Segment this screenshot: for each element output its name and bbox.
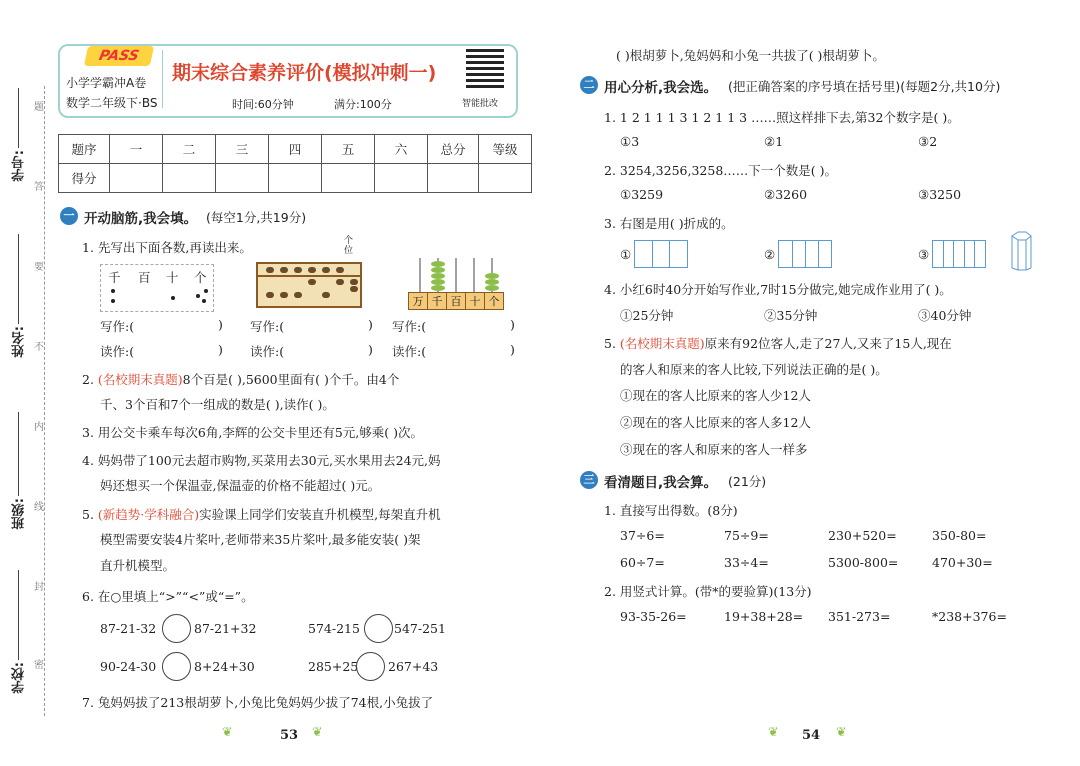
pass-logo: PASS [84,46,154,66]
score-cell[interactable] [428,164,479,193]
read-label: 读作:( [392,344,427,359]
calc-item: 470+30= [932,555,993,570]
question-5: 5. (新趋势·学科融合)实验课上同学们安装直升机模型,每架直升机 [82,507,441,522]
class-label: 班级: [12,498,27,530]
paren-close: ) [218,317,223,332]
choice-question-5-line2: 的客人和原来的客人比较,下列说法正确的是( )。 [620,362,888,377]
compare-right: 547-251 [394,621,446,636]
student-id-blank[interactable] [18,88,19,148]
compare-right: 87-21+32 [194,621,257,636]
calc-item: 75÷9= [724,528,769,543]
question-2: 2. (名校期末真题)8个百是( ),5600里面有( )个千。由4个 [82,372,400,387]
choice-option[interactable]: ① [620,247,632,262]
binding-word: 线 [34,496,44,515]
choice-option[interactable]: ②35分钟 [764,308,818,323]
exam-title: 期末综合素养评价(模拟冲刺一) [172,62,437,84]
choice-question-5: 5. (名校期末真题)原来有92位客人,走了27人,又来了15人,现在 [604,336,952,351]
counter-unit: 万 [409,293,428,309]
choice-option[interactable]: ②现在的客人比原来的客人多12人 [620,415,811,430]
choice-option[interactable]: ②1 [764,134,784,149]
binding-word: 密 [34,654,44,673]
calc-item: 5300-800= [828,555,899,570]
calc-item: *238+376= [932,609,1007,624]
qr-label: 智能批改 [462,99,499,109]
calc-item: 351-273= [828,609,891,624]
series-name: 小学学霸冲A卷 [66,76,147,90]
compare-right: 8+24+30 [194,659,255,674]
calc-item: 60÷7= [620,555,665,570]
question-5-text: 实验课上同学们安装直升机模型,每架直升机 [199,507,441,522]
bead-dot [196,294,200,298]
score-cell[interactable] [216,164,269,193]
section-badge: 一 [60,207,78,225]
read-label: 读作:( [250,344,285,359]
score-header-cell: 五 [322,135,375,164]
read-label: 读作:( [100,344,135,359]
choice-option[interactable]: ①3259 [620,187,664,202]
section-badge: 二 [580,76,598,94]
choice-option[interactable]: ② [764,247,776,262]
compare-circle[interactable] [162,614,191,643]
choice-question-5-text: 原来有92位客人,走了27人,又来了15人,现在 [704,336,952,351]
question-tag: (名校期末真题) [97,372,183,387]
counter-unit: 十 [466,293,485,309]
counter-unit: 千 [428,293,447,309]
choice-option[interactable]: ③ [918,247,930,262]
score-cell[interactable] [269,164,322,193]
place-unit: 个 [194,270,207,285]
section-title: 用心分析,我会选。 [604,80,718,96]
binding-word: 要 [34,256,44,275]
hexagonal-prism-figure [1008,230,1034,272]
leaf-icon: ❦ [312,724,323,739]
name-blank[interactable] [18,234,19,324]
choice-question-1: 1. 1 2 1 1 1 3 1 2 1 1 3 ……照这样排下去,第32个数字是( )。 [604,110,960,125]
school-blank[interactable] [18,570,19,660]
bead-dot [111,299,115,303]
subject-name: 数学二年级下·BS [66,96,158,110]
binding-word: 答 [34,176,44,195]
score-header-cell: 六 [375,135,428,164]
score-cell[interactable] [163,164,216,193]
exam-time: 时间:60分钟 [232,98,294,111]
paren-close: ) [368,317,373,332]
bead-dot [171,296,175,300]
question-tag: (名校期末真题) [619,336,705,351]
bead-dot [111,289,115,293]
choice-option[interactable]: ③40分钟 [918,308,972,323]
section-note: (把正确答案的序号填在括号里)(每题2分,共10分) [728,79,1001,94]
page-number: 54 [802,728,821,743]
place-unit: 十 [166,270,179,285]
qr-code-icon[interactable] [466,48,504,88]
place-unit: 千 [108,270,121,285]
score-header-cell: 一 [110,135,163,164]
bead-dot [202,299,206,303]
compare-circle[interactable] [364,614,393,643]
score-cell[interactable] [322,164,375,193]
choice-option[interactable]: ①25分钟 [620,308,674,323]
choice-question-2: 2. 3254,3256,3258……下一个数是( )。 [604,163,838,178]
calc-item: 33÷4= [724,555,769,570]
choice-question-4: 4. 小红6时40分开始写作业,7时15分做完,她完成作业用了( )。 [604,282,952,297]
score-table [58,134,532,193]
question-6: 6. 在○里填上“>”“<”或“=”。 [82,589,254,604]
question-7: 7. 兔妈妈拔了213根胡萝卜,小兔比兔妈妈少拔了74根,小兔拔了 [82,695,434,710]
exam-full-score: 满分:100分 [334,98,392,111]
counter-unit: 个 [488,295,500,308]
score-cell[interactable] [375,164,428,193]
compare-left: 90-24-30 [100,659,157,674]
choice-option[interactable]: ②3260 [764,187,808,202]
write-label: 写作:( [100,319,135,334]
choice-option[interactable]: ①3 [620,134,640,149]
compare-right: 267+43 [388,659,439,674]
binding-word: 封 [34,576,44,595]
question-5-line2: 模型需要安装4片桨叶,老师带来35片桨叶,最多能安装( )架 [100,532,421,547]
question-tag: (新趋势·学科融合) [97,507,200,522]
calc-question-2: 2. 用竖式计算。(带*的要验算)(13分) [604,584,812,599]
section-title: 看清题目,我会算。 [604,475,718,491]
score-cell[interactable] [479,164,532,193]
compare-circle[interactable] [356,652,385,681]
paren-close: ) [510,342,515,357]
choice-option[interactable]: ③3250 [918,187,962,202]
question-2-line2: 千、3个百和7个一组成的数是( ),读作( )。 [100,397,335,412]
paren-close: ) [510,317,515,332]
score-cell[interactable] [110,164,163,193]
question-4-line2: 妈还想买一个保温壶,保温壶的价格不能超过( )元。 [100,478,381,493]
leaf-icon: ❦ [222,724,233,739]
calc-item: 19+38+28= [724,609,804,624]
calc-item: 93-35-26= [620,609,687,624]
calc-question-1: 1. 直接写出得数。(8分) [604,503,738,518]
section-note: (每空1分,共19分) [206,210,307,225]
folding-strip-option-3[interactable] [932,240,986,268]
leaf-icon: ❦ [836,724,847,739]
abacus-illustration [256,262,362,308]
calc-item: 37÷6= [620,528,665,543]
write-label: 写作:( [250,319,285,334]
binding-dashed-line [44,86,45,716]
question-2-text: 8个百是( ),5600里面有( )个千。由4个 [182,372,400,387]
calc-item: 350-80= [932,528,987,543]
school-label: 学校: [12,662,27,694]
paren-close: ) [368,342,373,357]
compare-left: 87-21-32 [100,621,157,636]
calc-item: 230+520= [828,528,897,543]
folding-strip-option-1[interactable] [634,240,688,268]
score-header-cell: 二 [163,135,216,164]
leaf-icon: ❦ [768,724,779,739]
write-label: 写作:( [392,319,427,334]
score-header-cell: 总分 [428,135,479,164]
class-blank[interactable] [18,412,19,496]
section-badge: 三 [580,471,598,489]
counter-base [408,292,504,310]
score-row-label: 得分 [59,164,110,193]
header-divider [162,50,163,108]
compare-left: 285+25 [308,659,359,674]
bead-dot [204,289,208,293]
choice-option[interactable]: ③2 [918,134,938,149]
choice-option[interactable]: ①现在的客人比原来的客人少12人 [620,388,811,403]
question-7-continued: ( )根胡萝卜,兔妈妈和小兔一共拔了( )根胡萝卜。 [616,48,885,63]
score-header-cell: 题序 [59,135,110,164]
score-header-cell: 四 [269,135,322,164]
compare-circle[interactable] [162,652,191,681]
choice-option[interactable]: ③现在的客人和原来的客人一样多 [620,442,808,457]
question-1: 1. 先写出下面各数,再读出来。 [82,240,252,255]
place-unit: 百 [138,270,151,285]
question-4: 4. 妈妈带了100元去超市购物,买菜用去30元,买水果用去24元,妈 [82,453,441,468]
score-header-cell: 三 [216,135,269,164]
page-number: 53 [280,728,299,743]
counter-rods [410,256,502,294]
question-5-line3: 直升机模型。 [100,558,176,573]
student-id-label: 学号: [12,150,27,182]
counter-unit: 百 [447,293,466,309]
question-3: 3. 用公交卡乘车每次6角,李辉的公交卡里还有5元,够乘( )次。 [82,425,423,440]
section-title: 开动脑筋,我会填。 [84,211,198,227]
folding-strip-option-2[interactable] [778,240,832,268]
name-label: 姓名: [12,326,27,358]
choice-question-3: 3. 右图是用( )折成的。 [604,216,734,231]
binding-word: 不 [34,336,44,355]
score-header-cell: 等级 [479,135,532,164]
binding-word: 题 [34,96,44,115]
compare-left: 574-215 [308,621,360,636]
abacus-ones-label: 个位 [344,236,354,256]
paren-close: ) [218,342,223,357]
binding-word: 内 [34,416,44,435]
section-note: (21分) [728,474,767,489]
